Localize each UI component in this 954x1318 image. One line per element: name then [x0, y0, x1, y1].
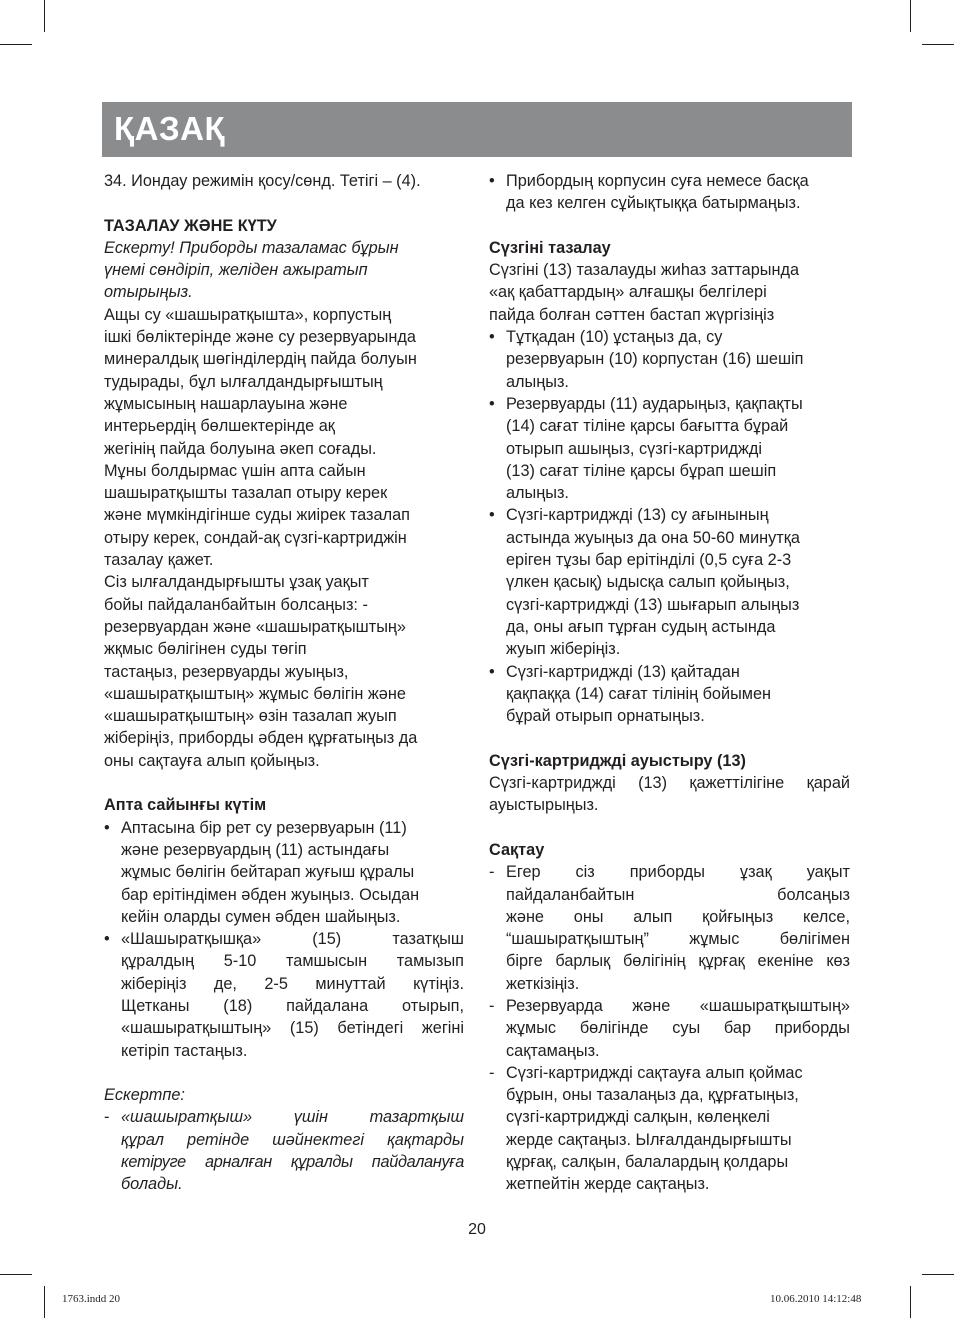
item-34: 34. Иондау режимін қосу/сөнд. Тетігі – (4). [104, 172, 421, 190]
list-line: жұмыс бөлігін бейтарап жуғыш құралы [121, 863, 415, 882]
body-line: Ащы су «шашыратқышта», корпустың [104, 305, 392, 324]
body-line: интерьердің бөлшектерінде ақ [104, 417, 335, 436]
list-line: бұрай отырып орнатыңыз. [506, 707, 705, 726]
body-line: Сүзгіні (13) тазалауды жиһаз заттарында [489, 261, 800, 280]
list-item [489, 326, 850, 393]
list-line: қақпаққа (14) сағат тілінің бойымен [506, 684, 772, 703]
body-line: тазалау қажет. [104, 551, 214, 570]
list-line: құрғақ, салқын, балалардың қолдары [506, 1153, 789, 1172]
list-line: кетіріп тастаңыз. [121, 1041, 248, 1060]
crop-mark [922, 44, 954, 45]
list-line: «шашыратқыштың» (15) бетіндегі жегіні [121, 1019, 464, 1038]
list-line: (13) сағат тіліне қарсы бұрап шешіп [506, 461, 777, 480]
body-line: жегінің пайда болуына әкеп соғады. [104, 439, 377, 458]
list-line: және резервуардың (11) астындағы [121, 840, 390, 859]
list-line: астында жуыңыз да она 50-60 минутқа [506, 528, 800, 547]
body-line: және мүмкіндігінше суды жиірек тазалап [104, 506, 410, 525]
list-item [104, 1106, 464, 1195]
list-item [104, 817, 464, 928]
warning-line: Ескерту! Приборды тазаламас бұрын [104, 238, 399, 257]
list-line: да кез келген сұйықтыққа батырмаңыз. [506, 194, 801, 213]
dash-marker: - [104, 1108, 110, 1127]
body-line: шашыратқышты тазалап отыру керек [104, 484, 388, 503]
list-item [104, 928, 464, 1062]
crop-mark [0, 44, 32, 45]
list-line: және оны алып қойғыңыз келсе, [506, 907, 850, 926]
bullet-marker: • [104, 930, 110, 949]
list-line: алыңыз. [506, 372, 569, 391]
list-item [489, 1062, 850, 1196]
left-column [104, 170, 464, 1196]
note-line: «шашыратқыш» үшін тазартқыш [121, 1108, 464, 1127]
list-line: Егер сіз приборды ұзақ уақыт [506, 863, 850, 882]
list-line: жуып жіберіңіз. [506, 640, 621, 659]
body-line: «шашыратқыштың» жұмыс бөлігін және [104, 684, 406, 703]
slug-timestamp: 10.06.2010 14:12:48 [770, 1293, 862, 1305]
body-line: жұмысының нашарлауына және [104, 394, 348, 413]
heading-filter-cleaning: Сүзгіні тазалау [489, 238, 611, 257]
list-line: жерде сақтаңыз. Ылғалдандырғышты [506, 1130, 792, 1149]
heading-cleaning: ТАЗАЛАУ ЖӘНЕ КҮТУ [104, 216, 277, 235]
bullet-marker: • [489, 328, 495, 347]
list-line: жұмыс бөлігінде суы бар приборды [506, 1019, 850, 1038]
page-title: ҚАЗАҚ [114, 110, 226, 147]
list-line: (14) сағат тіліне қарсы бағытта бұрай [506, 417, 789, 436]
body-line: жқмыс бөлігінен суды төгіп [104, 640, 307, 659]
list-line: Сүзгі-картриджді сақтауға алып қоймас [506, 1063, 803, 1082]
list-line: жеткізіңіз. [506, 974, 580, 993]
list-line: сүзгі-картриджді (13) шығарып алыңыз [506, 595, 800, 614]
dash-marker: - [489, 863, 495, 882]
list-line: отырып ашыңыз, сүзгі-картриджді [506, 439, 763, 458]
list-line: Резервуарды (11) аударыңыз, қақпақты [506, 394, 803, 413]
list-line: да, оны ағып тұрған судың астында [506, 617, 776, 636]
language-header [102, 102, 852, 157]
crop-mark [44, 0, 45, 32]
body-line: ішкі бөліктерінде және су резервуарында [104, 328, 416, 347]
crop-mark [0, 1274, 32, 1275]
list-line: Резервуарда және «шашыратқыштың» [506, 996, 850, 1015]
body-line: ауыстырыңыз. [489, 796, 599, 815]
list-line: жіберіңіз де, 2-5 минуттай күтіңіз. [121, 974, 464, 993]
list-line: Сүзгі-картриджді (13) су ағынының [506, 506, 769, 525]
page-number: 20 [468, 1221, 486, 1238]
list-item [489, 393, 850, 504]
bullet-marker: • [489, 172, 495, 190]
list-line: Аптасына бір рет су резервуарын (11) [121, 818, 407, 837]
bullet-marker: • [104, 818, 110, 837]
heading-weekly-care: Апта сайынғы күтім [104, 796, 267, 815]
list-line: құралдың 5-10 тамшысын тамызып [121, 952, 464, 971]
body-line: бойы пайдаланбайтын болсаңыз: - [104, 595, 368, 614]
body-line: Мұны болдырмас үшін апта сайын [104, 461, 366, 480]
body-line: отыру керек, сондай-ақ сүзгі-картриджін [104, 528, 407, 547]
body-line: «ақ қабаттардың» алғашқы белгілері [489, 283, 767, 302]
list-line: кейін оларды сумен әбден шайыңыз. [121, 907, 401, 926]
dash-marker: - [489, 1063, 495, 1082]
warning-line: үнемі сөндіріп, желіден ажыратып [104, 261, 368, 280]
warning-line: отырыңыз. [104, 283, 193, 302]
note-line: құрал ретінде шәйнектегі қақтарды [121, 1130, 464, 1149]
note-title: Ескертпе: [104, 1086, 185, 1105]
crop-mark [910, 0, 911, 32]
list-line: үлкен қасық) ыдысқа салып қойыңыз, [506, 573, 790, 592]
crop-mark [910, 1286, 911, 1318]
body-line: тастаңыз, резервуарды жуыңыз, [104, 662, 349, 681]
list-line: Тұтқадан (10) ұстаңыз да, су [506, 328, 723, 347]
heading-storage: Сақтау [489, 840, 545, 859]
note-line: болады. [121, 1175, 183, 1194]
list-line: алыңыз. [506, 484, 569, 503]
list-line: сақтамаңыз. [506, 1041, 600, 1060]
body-line: минералдық шөгінділердің пайда болуын [104, 350, 417, 369]
list-line: сүзгі-картриджді салқын, көлеңкелі [506, 1108, 770, 1127]
list-line: “шашыратқыштың” жұмыс бөлігімен [506, 930, 850, 949]
body-line: жіберіңіз, приборды әбден құрғатыңыз да [104, 729, 418, 748]
bullet-marker: • [489, 506, 495, 525]
crop-mark [922, 1274, 954, 1275]
list-line: еріген тұзы бар ерітінділі (0,5 суға 2-3 [506, 551, 792, 570]
list-line: бірге барлық бөлігінің құрғақ екеніне көз [506, 952, 850, 971]
list-line: Прибордың корпусин суға немесе басқа [506, 172, 809, 190]
body-line: тудырады, бұл ылғалдандырғыштың [104, 372, 383, 391]
slug-file: 1763.indd 20 [62, 1293, 121, 1305]
right-column [489, 170, 850, 1196]
list-line: бар ерітіндімен әбден жуыңыз. Осыдан [121, 885, 420, 904]
body-line: «шашыратқыштың» өзін тазалап жуып [104, 707, 397, 726]
heading-filter-replace: Сүзгі-картриджді ауыстыру (13) [489, 751, 746, 770]
dash-marker: - [489, 996, 495, 1015]
bullet-marker: • [489, 394, 495, 413]
list-line: бұрын, оны тазалаңыз да, құрғатыңыз, [506, 1086, 799, 1105]
list-item [489, 504, 850, 660]
list-line: жетпейтін жерде сақтаңыз. [506, 1175, 710, 1194]
list-item [489, 661, 850, 728]
body-line: пайда болған сәттен бастап жүргізіңіз [489, 305, 775, 324]
body-line: резервуардан және «шашыратқыштың» [104, 617, 406, 636]
list-line: резервуарын (10) корпустан (16) шешіп [506, 350, 804, 369]
bullet-marker: • [489, 662, 495, 681]
list-item [489, 170, 850, 215]
list-line: Щетканы (18) пайдалана отырып, [121, 996, 464, 1015]
crop-mark [44, 1286, 45, 1318]
body-line: Сіз ылғалдандырғышты ұзақ уақыт [104, 573, 369, 592]
body-line: Сүзгі-картриджді (13) қажеттілігіне қарай [489, 774, 850, 793]
note-line: кетіруге арналған құралды пайдалануға [121, 1153, 464, 1172]
list-line: пайдаланбайтын болсаңыз [506, 885, 850, 904]
list-item [489, 995, 850, 1062]
list-line: Сүзгі-картриджді (13) қайтадан [506, 662, 740, 681]
list-line: «Шашыратқышқа» (15) тазатқыш [121, 930, 464, 949]
list-item [489, 861, 850, 995]
body-line: оны сақтауға алып қойыңыз. [104, 751, 320, 770]
